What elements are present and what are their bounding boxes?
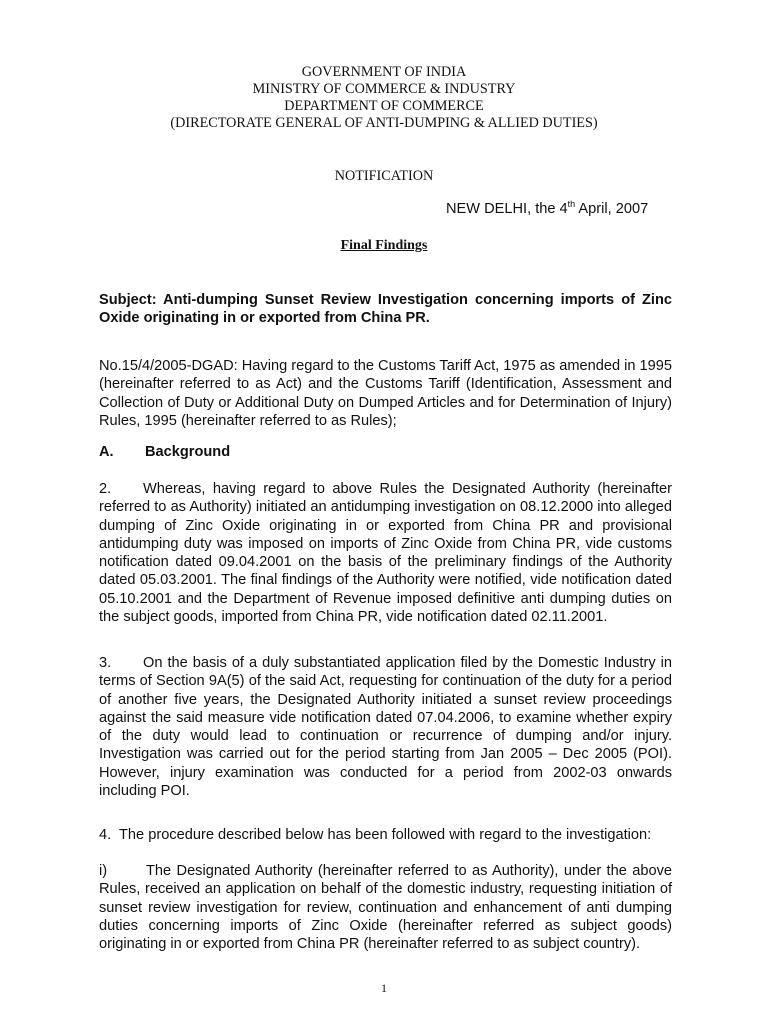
dateline-rest: April, 2007 xyxy=(575,201,649,217)
paragraph-2-number: 2. xyxy=(99,481,112,497)
paragraph-i-number: i) xyxy=(99,863,108,879)
subject-line: Subject: Anti-dumping Sunset Review Investigation concerning imports of Zinc Oxide originating in or exported from China PR. xyxy=(99,292,672,327)
paragraph-3-number: 3. xyxy=(99,655,112,671)
notification-title: NOTIFICATION xyxy=(334,168,434,184)
paragraph-2 xyxy=(99,480,672,626)
dateline-prefix: NEW DELHI, the 4 xyxy=(446,201,568,217)
paragraph-i-text: The Designated Authority (hereinafter referred to as Authority), under the above Rules, received an application on behalf of the domestic industry, requesting initiation of sunset review investigation for review, continuation and enhancement of anti dumping duties concerning imports of Zinc Oxide (hereinafter referred as subject goods) originating in or exported from China PR (hereinafter referred to as subject country). xyxy=(99,863,672,953)
page-number: 1 xyxy=(381,981,387,995)
header-department: DEPARTMENT OF COMMERCE xyxy=(284,98,484,114)
header-government: GOVERNMENT OF INDIA xyxy=(301,64,467,80)
final-findings-heading: Final Findings xyxy=(340,238,428,253)
paragraph-4: 4. The procedure described below has been followed with regard to the investigation: xyxy=(99,827,652,843)
paragraph-3 xyxy=(99,654,672,800)
letterhead xyxy=(0,64,768,132)
dateline xyxy=(446,201,648,217)
preamble-paragraph: No.15/4/2005-DGAD: Having regard to the Customs Tariff Act, 1975 as amended in 1995 (hereinafter referred to as Act) and the Customs Tariff (Identification, Assessment and Collection of Duty or Additional Duty on Dumped Articles and for Determination of Injury) Rules, 1995 (hereinafter referred to as Rules); xyxy=(99,358,673,429)
paragraph-3-text: On the basis of a duly substantiated application filed by the Domestic Industry in terms of Section 9A(5) of the said Act, requesting for continuation of the duty for a period of another five years, the Designated Authority initiated a sunset review proceedings against the said measure vide notification dated 07.04.2006, to examine whether expiry of the duty would lead to continuation or recurrence of dumping and/or injury. Investigation was carried out for the period starting from Jan 2005 – Dec 2005 (POI). However, injury examination was conducted for a period from 2002-03 onwards including POI. xyxy=(99,655,672,800)
section-a-label: A. xyxy=(99,444,114,460)
header-ministry: MINISTRY OF COMMERCE & INDUSTRY xyxy=(252,81,516,97)
paragraph-i xyxy=(99,862,672,953)
section-a-heading xyxy=(99,444,230,460)
section-a-title: Background xyxy=(145,444,231,460)
header-directorate: (DIRECTORATE GENERAL OF ANTI-DUMPING & ALLIED DUTIES) xyxy=(170,115,598,131)
paragraph-2-text: Whereas, having regard to above Rules the Designated Authority (hereinafter referred to as Authority) initiated an antidumping investigation on 08.12.2000 into alleged dumping of Zinc Oxide originating in or exported from China PR and provisional antidumping duty was imposed on imports of Zinc Oxide from China PR, vide customs notification dated 09.04.2001 on the basis of the preliminary findings of the Authority dated 05.03.2001. The final findings of the Authority were notified, vide notification dated 05.10.2001 and the Department of Revenue imposed definitive anti dumping duties on the subject goods, imported from China PR, vide notification dated 02.11.2001. xyxy=(99,481,672,626)
dateline-ordinal: th xyxy=(567,199,576,209)
